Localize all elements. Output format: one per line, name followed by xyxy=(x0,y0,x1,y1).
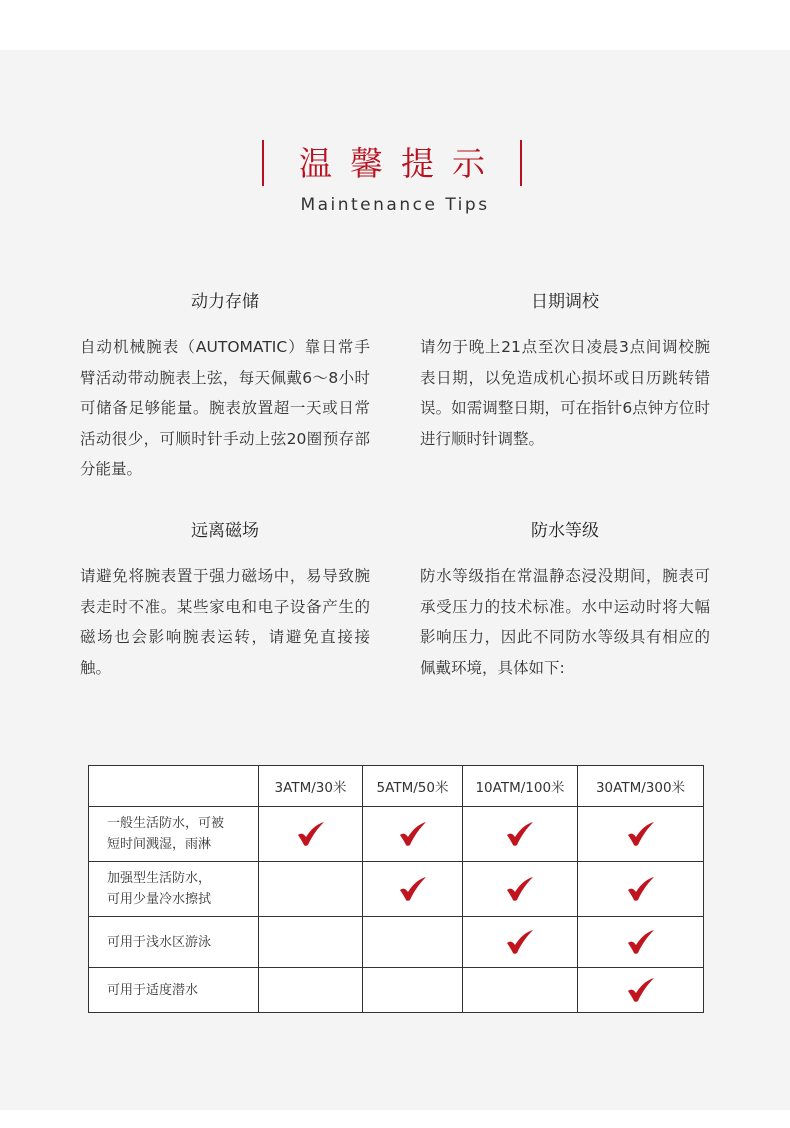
check-cell xyxy=(259,968,363,1013)
check-cell xyxy=(463,968,578,1013)
row-label xyxy=(89,968,259,1013)
title-block xyxy=(0,140,790,190)
section-body: 防水等级指在常温静态浸没期间，腕表可承受压力的技术标准。水中运动时将大幅影响压力，因此不同防水等级具有相应的佩戴环境，具体如下: xyxy=(420,567,710,677)
title-bar-right xyxy=(520,140,522,186)
column-header: 5ATM/50米 xyxy=(363,766,463,807)
table-corner-cell xyxy=(89,766,259,807)
check-cell xyxy=(578,917,704,968)
row-label-line: 可用少量冷水擦拭 xyxy=(107,892,212,907)
column-header: 30ATM/300米 xyxy=(578,766,704,807)
check-cell xyxy=(463,862,578,917)
check-cell xyxy=(463,807,578,862)
table-row xyxy=(89,968,704,1013)
check-cell xyxy=(578,968,704,1013)
row-label xyxy=(89,807,259,862)
row-label-line: 可用于浅水区游泳 xyxy=(107,934,212,950)
row-label-line: 短时间溅湿，雨淋 xyxy=(107,837,212,852)
section-body: 自动机械腕表（AUTOMATIC）靠日常手臂活动带动腕表上弦，每天佩戴6～8小时可储备足够能量。腕表放置超一天或日常活动很少，可顺时针手动上弦20圈预存部分能量。 xyxy=(80,338,370,478)
checkmark-icon xyxy=(626,929,656,955)
check-cell xyxy=(259,862,363,917)
checkmark-icon xyxy=(398,876,428,902)
section-power-reserve xyxy=(80,290,370,485)
section-magnetic-field xyxy=(80,519,370,683)
section-body: 请避免将腕表置于强力磁场中，易导致腕表走时不准。某些家电和电子设备产生的磁场也会影响腕表运转，请避免直接接触。 xyxy=(80,567,370,677)
checkmark-icon xyxy=(626,876,656,902)
checkmark-icon xyxy=(296,821,326,847)
row-label xyxy=(89,917,259,968)
row-label-line: 一般生活防水，可被 xyxy=(107,816,225,831)
check-cell xyxy=(363,862,463,917)
page-title: 温馨提示 xyxy=(299,144,503,183)
checkmark-icon xyxy=(505,929,535,955)
table-row xyxy=(89,862,704,917)
check-cell xyxy=(578,862,704,917)
section-date-setting xyxy=(420,290,710,454)
page-subtitle: Maintenance Tips xyxy=(300,195,490,215)
column-header: 3ATM/30米 xyxy=(259,766,363,807)
row-label xyxy=(89,862,259,917)
checkmark-icon xyxy=(505,821,535,847)
check-cell xyxy=(363,968,463,1013)
check-cell xyxy=(259,807,363,862)
bottom-margin xyxy=(0,1110,790,1128)
check-cell xyxy=(578,807,704,862)
check-cell xyxy=(363,917,463,968)
checkmark-icon xyxy=(505,876,535,902)
section-body: 请勿于晚上21点至次日凌晨3点间调校腕表日期，以免造成机心损坏或日历跳转错误。如需调整日期，可在指针6点钟方位时进行顺时针调整。 xyxy=(420,338,710,448)
check-cell xyxy=(363,807,463,862)
row-label-line: 加强型生活防水， xyxy=(107,871,212,886)
checkmark-icon xyxy=(626,821,656,847)
check-cell xyxy=(463,917,578,968)
row-label-line: 可用于适度潜水 xyxy=(107,982,199,998)
section-heading: 防水等级 xyxy=(531,521,599,541)
table-header-row xyxy=(89,766,704,807)
checkmark-icon xyxy=(626,977,656,1003)
section-water-resistance xyxy=(420,519,710,683)
check-cell xyxy=(259,917,363,968)
table-row xyxy=(89,807,704,862)
table-row xyxy=(89,917,704,968)
section-heading: 动力存储 xyxy=(191,292,259,312)
water-resistance-table xyxy=(88,765,704,1013)
checkmark-icon xyxy=(398,821,428,847)
column-header: 10ATM/100米 xyxy=(463,766,578,807)
section-heading: 远离磁场 xyxy=(191,521,259,541)
section-heading: 日期调校 xyxy=(531,292,599,312)
